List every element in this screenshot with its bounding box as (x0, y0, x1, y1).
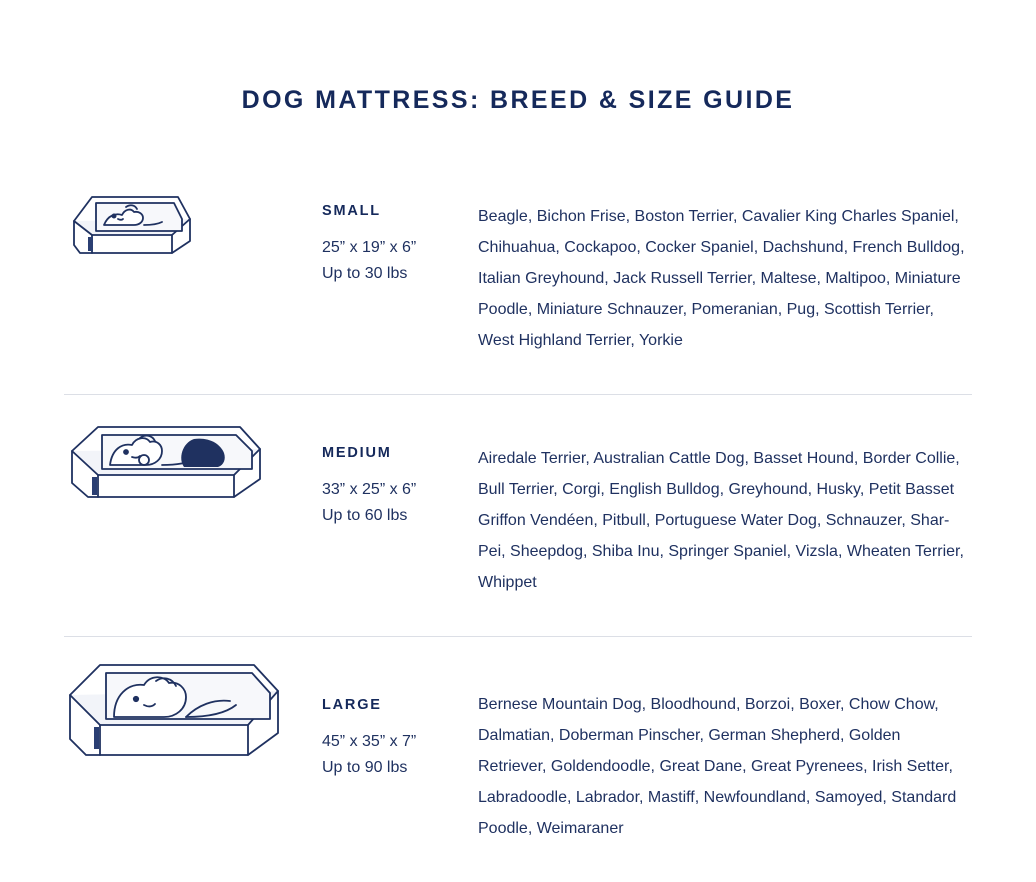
large-breeds (478, 659, 972, 860)
small-breeds (478, 185, 972, 372)
breed-list: Beagle, Bichon Frise, Boston Terrier, Cavalier King Charles Spaniel, Chihuahua, Cockapoo, Cocker Spaniel, Dachshund, French Bulldog, Italian Greyhound, Jack Russell Terrier, Maltese, Maltipoo, Miniature Poodle, Miniature Schnauzer, Pomeranian, Pug, Scottish Terrier, West Highland Terrier, Yorkie (478, 208, 965, 349)
medium-bed-illustration (64, 417, 322, 509)
medium-breeds (478, 417, 972, 614)
size-label: SMALL (322, 203, 381, 219)
size-weight: Up to 30 lbs (322, 265, 408, 282)
size-label: LARGE (322, 697, 382, 713)
size-weight: Up to 90 lbs (322, 759, 408, 776)
small-dog-bed-icon (66, 185, 196, 263)
bed-tag (92, 477, 97, 495)
breed-list: Bernese Mountain Dog, Bloodhound, Borzoi, Boxer, Chow Chow, Dalmatian, Doberman Pinscher, German Shepherd, Golden Retriever, Goldendoodle, Great Dane, Great Pyrenees, Irish Setter, Labradoodle, Labrador, Mastiff, Newfoundland, Samoyed, Standard Poodle, Weimaraner (478, 696, 957, 837)
large-size-info (322, 659, 478, 781)
size-dimensions: 25” x 19” x 6” (322, 239, 417, 256)
table-row (64, 163, 972, 394)
page-title: DOG MATTRESS: BREED & SIZE GUIDE (241, 86, 795, 114)
size-dimensions: 33” x 25” x 6” (322, 481, 417, 498)
bed-tag (88, 237, 93, 251)
large-dog-bed-icon (66, 659, 282, 767)
table-row (64, 394, 972, 636)
size-weight: Up to 60 lbs (322, 507, 408, 524)
medium-dog-bed-icon (66, 417, 266, 509)
large-bed-illustration (64, 659, 322, 767)
size-label: MEDIUM (322, 445, 392, 461)
size-guide-page (0, 86, 1036, 876)
small-bed-illustration (64, 185, 322, 263)
medium-size-info (322, 417, 478, 529)
table-row (64, 636, 972, 882)
small-size-info (322, 185, 478, 287)
size-rows (0, 163, 1036, 882)
bed-tag (94, 727, 99, 749)
size-dimensions: 45” x 35” x 7” (322, 733, 417, 750)
breed-list: Airedale Terrier, Australian Cattle Dog, Basset Hound, Border Collie, Bull Terrier, Corgi, English Bulldog, Greyhound, Husky, Petit Basset Griffon Vendéen, Pitbull, Portuguese Water Dog, Schnauzer, Shar-Pei, Sheepdog, Shiba Inu, Springer Spaniel, Vizsla, Wheaten Terrier, Whippet (478, 450, 964, 591)
